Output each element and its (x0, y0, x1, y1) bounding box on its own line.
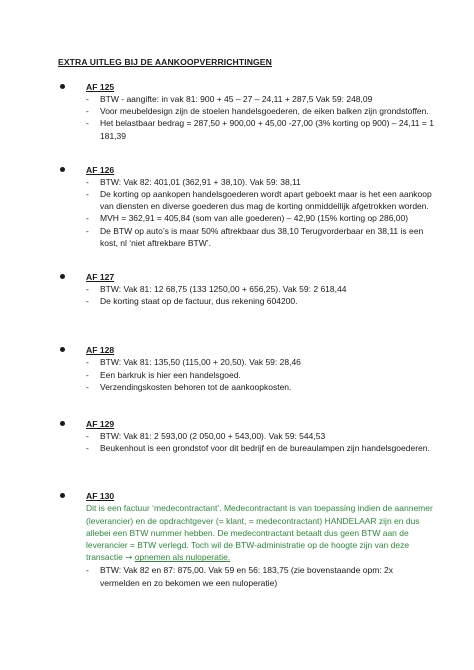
dash-icon: - (86, 189, 89, 200)
section-af-125 (74, 81, 434, 142)
dash-icon: - (86, 213, 89, 224)
dash-icon: - (86, 296, 89, 307)
bullet-icon (60, 421, 65, 426)
dash-icon: - (86, 118, 89, 129)
section-af-129 (74, 418, 434, 454)
section-af-126 (74, 164, 434, 249)
list-item: - BTW: Vak 81: 2 593,00 (2 050,00 + 543,00). Vak 59: 544,53 (86, 431, 326, 442)
item-list (86, 564, 434, 588)
document-title: EXTRA UITLEG BIJ DE AANKOOPVERRICHTINGEN (58, 57, 272, 67)
list-item: - Beukenhout is een grondstof voor dit bedrijf en de bureaulampen zijn handelsgoederen. (86, 443, 430, 454)
list-item: - BTW: Vak 82 en 87: 875,00. Vak 59 en 56: 183,75 (zie bovenstaande opm: 2x vermelden en zo bekomen we een nuloperatie) (86, 565, 393, 588)
section-title: AF 129 (86, 419, 115, 430)
list-item: - BTW: Vak 82: 401,01 (362,91 + 38,10). Vak 59: 38,11 (86, 176, 301, 187)
item-list (86, 283, 434, 307)
list-item: - De korting op aankopen handelsgoederen wordt apart geboekt maar is het een aankoop van diensten en diverse goederen dus mag de korting onmiddellijk afgetrokken worden. (86, 189, 432, 212)
section-title: AF 128 (86, 345, 115, 356)
section-title: AF 130 (86, 491, 115, 502)
list-item: - BTW - aangifte: in vak 81: 900 + 45 – 27 – 24,11 + 287,5 Vak 59: 248,09 (86, 94, 373, 104)
bullet-icon (60, 347, 65, 352)
list-item: - Voor meubeldesign zijn de stoelen handelsgoederen, de eiken balken zijn grondstoffen. (86, 106, 429, 117)
dash-icon: - (86, 431, 89, 442)
item-list (86, 430, 434, 454)
section-title: AF 126 (86, 164, 115, 175)
arrow-right-icon: → (125, 553, 133, 564)
dash-icon: - (86, 176, 89, 187)
item-list (86, 93, 434, 142)
section-af-128 (74, 344, 434, 393)
bullet-icon (60, 274, 65, 279)
list-item: - Een barkruk is hier een handelsgoed. (86, 369, 241, 380)
dash-icon: - (86, 443, 89, 454)
dash-icon: - (86, 565, 89, 576)
section-title: AF 127 (86, 272, 115, 283)
dash-icon: - (86, 106, 89, 117)
list-item: - De korting staat op de factuur, dus rekening 604200. (86, 296, 298, 307)
list-item: - De BTW op auto’s is maar 50% aftrekbaar dus 38,10 Terugvorderbaar en 38,11 is een kost, nl ‘niet aftrekbare BTW’. (86, 225, 424, 248)
bullet-icon (60, 84, 65, 89)
dash-icon: - (86, 357, 89, 368)
dash-icon: - (86, 284, 89, 295)
note-text-end: opnemen als nuloperatie. (134, 552, 231, 563)
section-af-127 (74, 271, 434, 307)
list-item: - BTW: Vak 81: 135,50 (115,00 + 20,50). Vak 59: 28,46 (86, 357, 301, 368)
bullet-icon (60, 167, 65, 172)
bullet-icon (60, 493, 65, 498)
section-title: AF 125 (86, 82, 115, 92)
item-list (86, 176, 434, 249)
section-af-130 (74, 490, 434, 588)
dash-icon: - (86, 225, 89, 236)
item-list (86, 356, 434, 393)
list-item: - BTW: Vak 81: 12 68,75 (133 1250,00 + 656,25). Vak 59: 2 618,44 (86, 284, 347, 295)
dash-icon: - (86, 381, 89, 392)
list-item: - MVH = 362,91 = 405,84 (som van alle goederen) – 42,90 (15% korting op 286,00) (86, 213, 409, 224)
list-item: - Verzendingskosten behoren tot de aankoopkosten. (86, 381, 292, 392)
list-item: - Het belastbaar bedrag = 287,50 + 900,00 + 45,00 -27,00 (3% korting op 900) – 24,11 = 1 181,39 (86, 118, 434, 141)
dash-icon: - (86, 94, 89, 104)
note-text: Dit is een factuur ‘medecontractant’. Medecontractant is van toepassing indien de aannemer (leverancier) en de opdrachtgever (= klant, = medecontractant) HANDELAAR zijn en dus allebei een BTW nummer hebben. De medecontractant betaalt dus geen BTW aan de leverancier = BTW verlegd. Toch wil de BTW-administratie op de hoogte zijn van deze transactie (86, 503, 433, 563)
section-note (86, 502, 434, 564)
dash-icon: - (86, 369, 89, 380)
